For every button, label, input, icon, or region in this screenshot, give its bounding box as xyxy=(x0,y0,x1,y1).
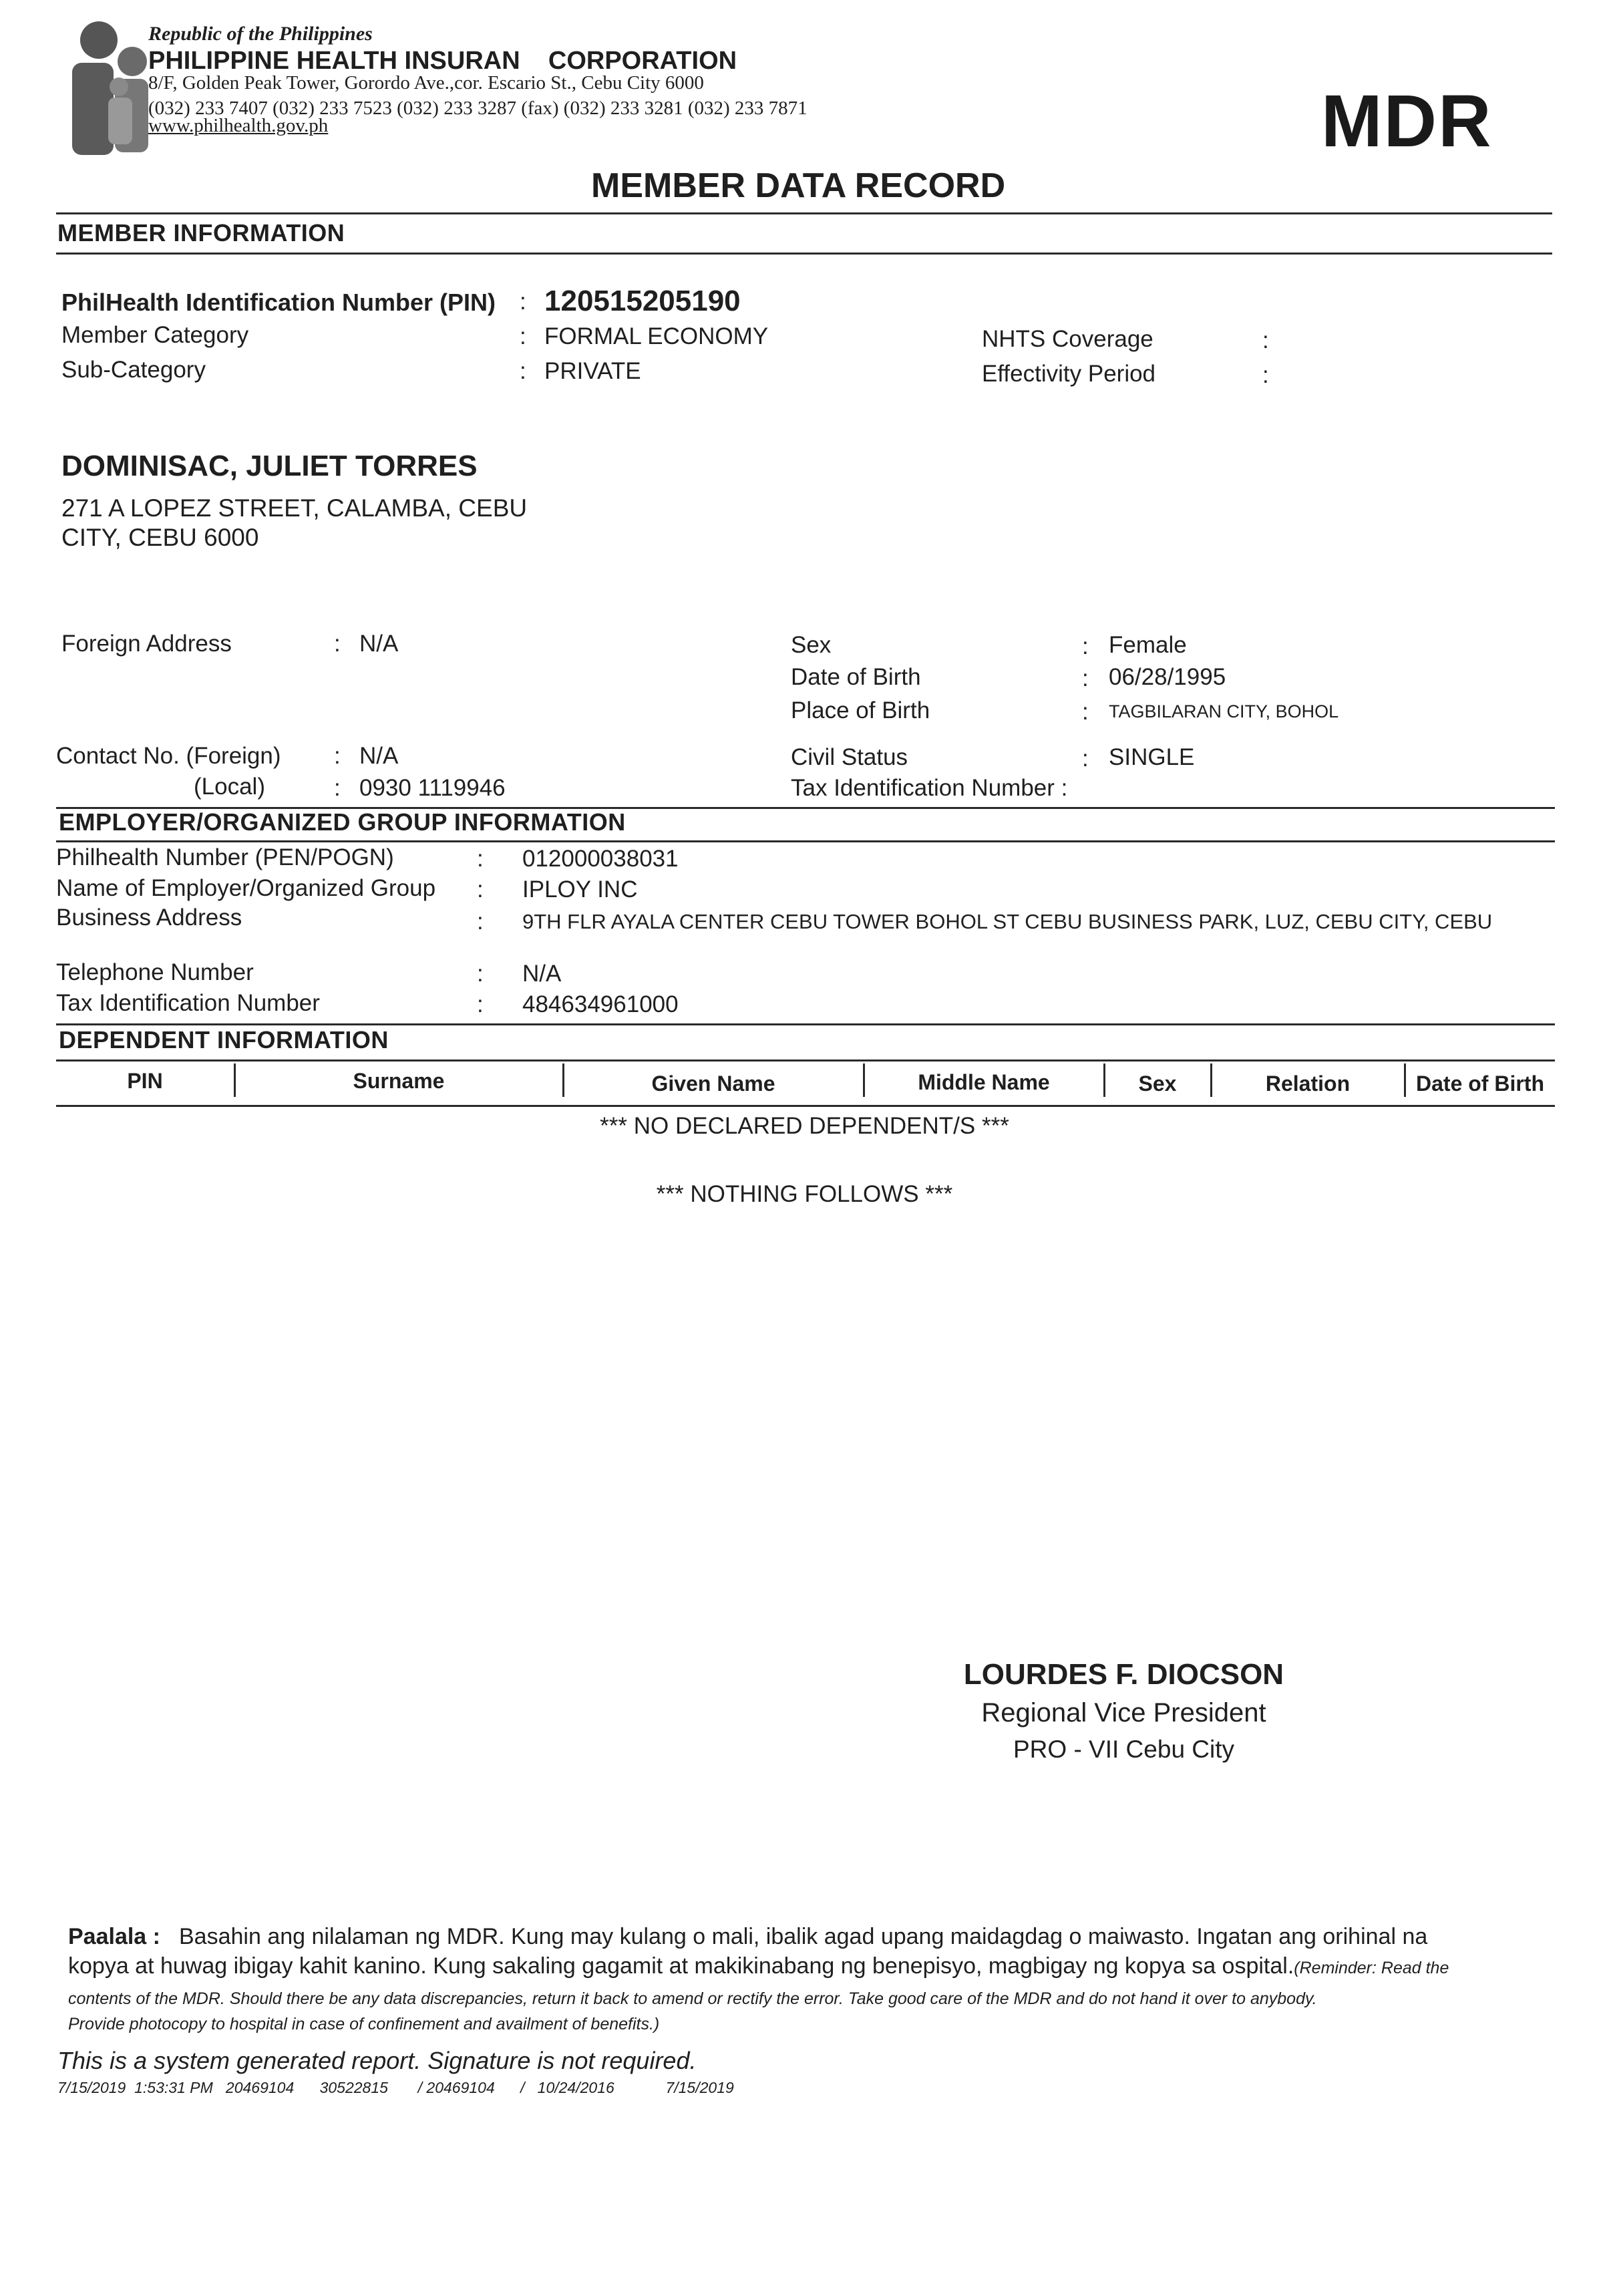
organization-phones: (032) 233 7407 (032) 233 7523 (032) 233 3287 (fax) (032) 233 3281 (032) 233 7871 xyxy=(148,98,808,119)
dependent-section-top-divider xyxy=(56,1023,1555,1025)
effectivity-period-colon: : xyxy=(1262,362,1269,388)
column-header-date-of-birth: Date of Birth xyxy=(1416,1072,1544,1096)
pen-label: Philhealth Number (PEN/POGN) xyxy=(56,844,394,870)
organization-address: 8/F, Golden Peak Tower, Gorordo Ave.,cor. Escario St., Cebu City 6000 xyxy=(148,72,704,94)
pen-colon: : xyxy=(477,846,484,872)
sex-label: Sex xyxy=(791,632,832,658)
date-of-birth-colon: : xyxy=(1082,665,1089,691)
column-header-pin: PIN xyxy=(127,1069,163,1093)
member-address-line2: CITY, CEBU 6000 xyxy=(61,524,259,551)
nhts-coverage-colon: : xyxy=(1262,327,1269,353)
place-of-birth-label: Place of Birth xyxy=(791,697,930,723)
member-section-divider xyxy=(56,253,1552,255)
system-generated-note: This is a system generated report. Signature is not required. xyxy=(57,2047,697,2074)
civil-status-colon: : xyxy=(1082,746,1089,772)
dependents-table-bottom xyxy=(56,1105,1555,1107)
employer-section-title: EMPLOYER/ORGANIZED GROUP INFORMATION xyxy=(59,808,626,836)
member-address-line1: 271 A LOPEZ STREET, CALAMBA, CEBU xyxy=(61,494,528,522)
business-address-label: Business Address xyxy=(56,905,242,931)
pin-value: 120515205190 xyxy=(544,285,741,317)
reminder-line4: Provide photocopy to hospital in case of confinement and availment of benefits.) xyxy=(68,2015,660,2033)
business-address-value: 9TH FLR AYALA CENTER CEBU TOWER BOHOL ST CEBU BUSINESS PARK, LUZ, CEBU CITY, CEBU xyxy=(522,910,1493,933)
civil-status-label: Civil Status xyxy=(791,744,908,770)
pen-value: 012000038031 xyxy=(522,846,679,872)
contact-local-label: (Local) xyxy=(194,774,265,800)
employer-name-label: Name of Employer/Organized Group xyxy=(56,875,436,901)
date-of-birth-label: Date of Birth xyxy=(791,664,921,690)
signatory-name: LOURDES F. DIOCSON xyxy=(963,1658,1284,1691)
telephone-colon: : xyxy=(477,961,484,987)
website-link[interactable]: www.philhealth.gov.ph xyxy=(148,115,329,136)
reminder-start: (Reminder: Read the xyxy=(1294,1959,1449,1977)
date-of-birth-value: 06/28/1995 xyxy=(1109,664,1226,690)
employer-name-colon: : xyxy=(477,876,484,903)
philhealth-logo xyxy=(67,20,154,157)
contact-foreign-label: Contact No. (Foreign) xyxy=(56,743,281,769)
telephone-value: N/A xyxy=(522,961,562,987)
employer-section-divider xyxy=(56,840,1555,842)
foreign-address-label: Foreign Address xyxy=(61,631,232,657)
civil-status-value: SINGLE xyxy=(1109,744,1195,770)
employer-tin-value: 484634961000 xyxy=(522,991,679,1017)
dependents-table-header xyxy=(56,1062,1555,1106)
form-code: MDR xyxy=(1321,80,1493,162)
telephone-label: Telephone Number xyxy=(56,959,254,985)
dependent-section-divider xyxy=(56,1059,1555,1061)
employer-tin-colon: : xyxy=(477,991,484,1017)
print-stamp: 7/15/2019 1:53:31 PM 20469104 30522815 / 20469104 / 10/24/2016 7/15/2019 xyxy=(57,2079,734,2096)
contact-local-value: 0930 1119946 xyxy=(359,775,506,801)
sex-value: Female xyxy=(1109,632,1187,658)
member-name: DOMINISAC, JULIET TORRES xyxy=(61,450,478,482)
reminder-line3: contents of the MDR. Should there be any data discrepancies, return it back to amend or rectify the error. Take good care of the MDR and do not hand it over to anybody. xyxy=(68,1989,1317,2008)
effectivity-period-label: Effectivity Period xyxy=(982,361,1156,387)
paalala-label: Paalala : xyxy=(68,1924,160,1949)
document-title: MEMBER DATA RECORD xyxy=(591,166,1006,205)
column-header-sex: Sex xyxy=(1138,1072,1177,1096)
sex-colon: : xyxy=(1082,633,1089,659)
contact-foreign-colon: : xyxy=(334,743,341,769)
foreign-address-value: N/A xyxy=(359,631,399,657)
paalala-line2 xyxy=(68,1953,1449,1979)
foreign-address-colon: : xyxy=(334,631,341,657)
nothing-follows: *** NOTHING FOLLOWS *** xyxy=(656,1181,953,1207)
column-header-relation: Relation xyxy=(1265,1072,1351,1096)
member-category-label: Member Category xyxy=(61,322,249,348)
column-header-middle-name: Middle Name xyxy=(918,1070,1050,1094)
signatory-position: Regional Vice President xyxy=(981,1698,1266,1728)
contact-foreign-value: N/A xyxy=(359,743,399,769)
dependent-section-title: DEPENDENT INFORMATION xyxy=(59,1026,389,1053)
pin-colon: : xyxy=(520,289,526,315)
member-category-value: FORMAL ECONOMY xyxy=(544,323,769,349)
signatory-office: PRO - VII Cebu City xyxy=(1013,1736,1235,1763)
organization-name: PHILIPPINE HEALTH INSURAN CORPORATION xyxy=(148,47,737,75)
member-category-colon: : xyxy=(520,323,526,349)
employer-name-value: IPLOY INC xyxy=(522,876,638,903)
business-address-colon: : xyxy=(477,909,484,935)
subcategory-label: Sub-Category xyxy=(61,357,206,383)
place-of-birth-colon: : xyxy=(1082,699,1089,725)
column-header-surname: Surname xyxy=(353,1069,445,1093)
column-header-given-name: Given Name xyxy=(651,1072,775,1096)
title-divider xyxy=(56,212,1552,214)
paalala-line1: Basahin ang nilalaman ng MDR. Kung may kulang o mali, ibalik agad upang maidagdag o maiwasto. Ingatan ang orihinal na xyxy=(179,1924,1428,1949)
subcategory-colon: : xyxy=(520,358,526,384)
place-of-birth-value: TAGBILARAN CITY, BOHOL xyxy=(1109,701,1339,721)
republic-label: Republic of the Philippines xyxy=(148,23,373,45)
member-tin-label: Tax Identification Number : xyxy=(791,775,1068,801)
member-section-title: MEMBER INFORMATION xyxy=(57,219,345,247)
subcategory-value: PRIVATE xyxy=(544,358,641,384)
no-dependents-message: *** NO DECLARED DEPENDENT/S *** xyxy=(600,1113,1009,1139)
paalala-line2-text: kopya at huwag ibigay kahit kanino. Kung sakaling gagamit at makikinabang ng benepisyo, magbigay ng kopya sa ospital. xyxy=(68,1953,1294,1979)
pin-label: PhilHealth Identification Number (PIN) xyxy=(61,289,496,316)
nhts-coverage-label: NHTS Coverage xyxy=(982,326,1153,352)
employer-tin-label: Tax Identification Number xyxy=(56,990,320,1016)
contact-local-colon: : xyxy=(334,775,341,801)
